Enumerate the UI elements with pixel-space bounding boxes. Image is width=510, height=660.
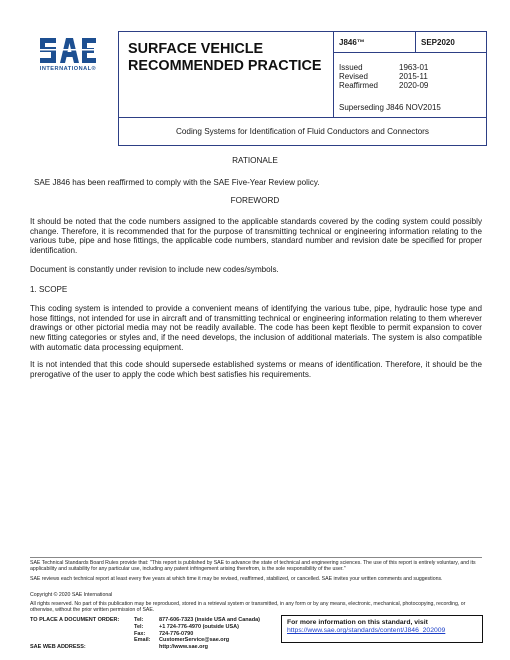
document-type-line1: SURFACE VEHICLE [128, 41, 264, 57]
fax-label: Fax: [134, 630, 146, 637]
email-label: Email: [134, 637, 151, 644]
document-date: SEP2020 [421, 38, 455, 47]
footer-divider [30, 557, 482, 558]
foreword-paragraph-1: It should be noted that the code numbers assigned to the applicable standards covered by the coding system could possibly change. Therefore, it is recommended that for the purpose of transmitting technical or engineering information relating to the various tube, pipe and hose fittings, the applicable code numbers, standard number and revision date be specified for proper identification. [30, 217, 482, 256]
logo-subtext: INTERNATIONAL® [39, 66, 97, 72]
order-label: TO PLACE A DOCUMENT ORDER: [30, 617, 120, 623]
revised-label: Revised [339, 72, 368, 81]
rationale-heading: RATIONALE [232, 156, 278, 165]
scope-heading: 1. SCOPE [30, 285, 68, 294]
more-info-box [281, 615, 483, 643]
revision-history [339, 63, 428, 90]
tel-value: 877-606-7323 (inside USA and Canada) [159, 617, 260, 623]
web-value[interactable]: http://www.sae.org [159, 644, 208, 651]
header-info-cell [334, 32, 488, 117]
footer-copyright: Copyright © 2020 SAE International [30, 592, 113, 598]
reaffirmed-label: Reaffirmed [339, 81, 378, 90]
document-code: J846™ [334, 32, 416, 52]
standard-link[interactable]: https://www.sae.org/standards/content/J846_202009 [287, 627, 446, 634]
footer-rights: All rights reserved. No part of this publication may be reproduced, stored in a retrieval system or transmitted, in any form or by any means, electronic, mechanical, photocopying, recording, or otherwise, without the prior written permission of SAE. [30, 601, 466, 614]
web-label: SAE WEB ADDRESS: [30, 644, 86, 651]
tel-label: Tel: [134, 617, 144, 623]
issued-value: 1963-01 [399, 63, 429, 72]
revised-value: 2015-11 [399, 72, 428, 81]
document-type-line2: RECOMMENDED PRACTICE [128, 58, 322, 74]
document-title: Coding Systems for Identification of Fluid Conductors and Connectors [118, 117, 487, 146]
tel2-value: +1 724-776-4970 (outside USA) [159, 623, 239, 630]
footer-review-note: SAE reviews each technical report at least every five years at which time it may be revised, reaffirmed, stabilized, or cancelled. SAE invites your written comments and suggestions. [30, 576, 443, 582]
scope-paragraph-2: It is not intended that this code should supersede established systems or means of identification. Therefore, it should be the prerogative of the user to apply the code which best satisfies his requirements. [30, 360, 482, 379]
scope-paragraph-1: This coding system is intended to provide a convenient means of identifying the various tube, pipe, hydraulic hose type and hose fittings, not intended for use in aircraft and of transmitting technical or engineering information relating to them wherever drawings or other pictorial media may not be readily available. The code has been kept flexible to permit expansion to cover new fitting categories or styles and, if the need develops, the inclusion of additional materials. The system is also compatible with automatic data processing equipment. [30, 304, 482, 352]
issued-label: Issued [339, 63, 363, 72]
footer-rules-note: SAE Technical Standards Board Rules provide that: "This report is published by SAE to advance the state of technical and engineering sciences. The use of this report is entirely voluntary, and its applicability and suitability for any particular use, including any patent infringement arising therefrom, is the sole responsibility of the user." [30, 560, 476, 573]
header-title-cell [119, 32, 334, 117]
document-header [118, 31, 487, 118]
email-value[interactable]: CustomerService@sae.org [159, 637, 230, 644]
tel2-label: Tel: [134, 623, 144, 630]
header-code-row [334, 32, 486, 53]
reaffirmed-value: 2020-09 [399, 81, 429, 90]
foreword-heading: FOREWORD [230, 196, 280, 205]
more-info-title: For more information on this standard, visit [287, 619, 428, 626]
superseding-note: Superseding J846 NOV2015 [339, 103, 441, 112]
rationale-text: SAE J846 has been reaffirmed to comply with the SAE Five-Year Review policy. [34, 178, 320, 187]
foreword-paragraph-2: Document is constantly under revision to include new codes/symbols. [30, 265, 279, 274]
fax-value: 724-776-0790 [159, 630, 194, 637]
